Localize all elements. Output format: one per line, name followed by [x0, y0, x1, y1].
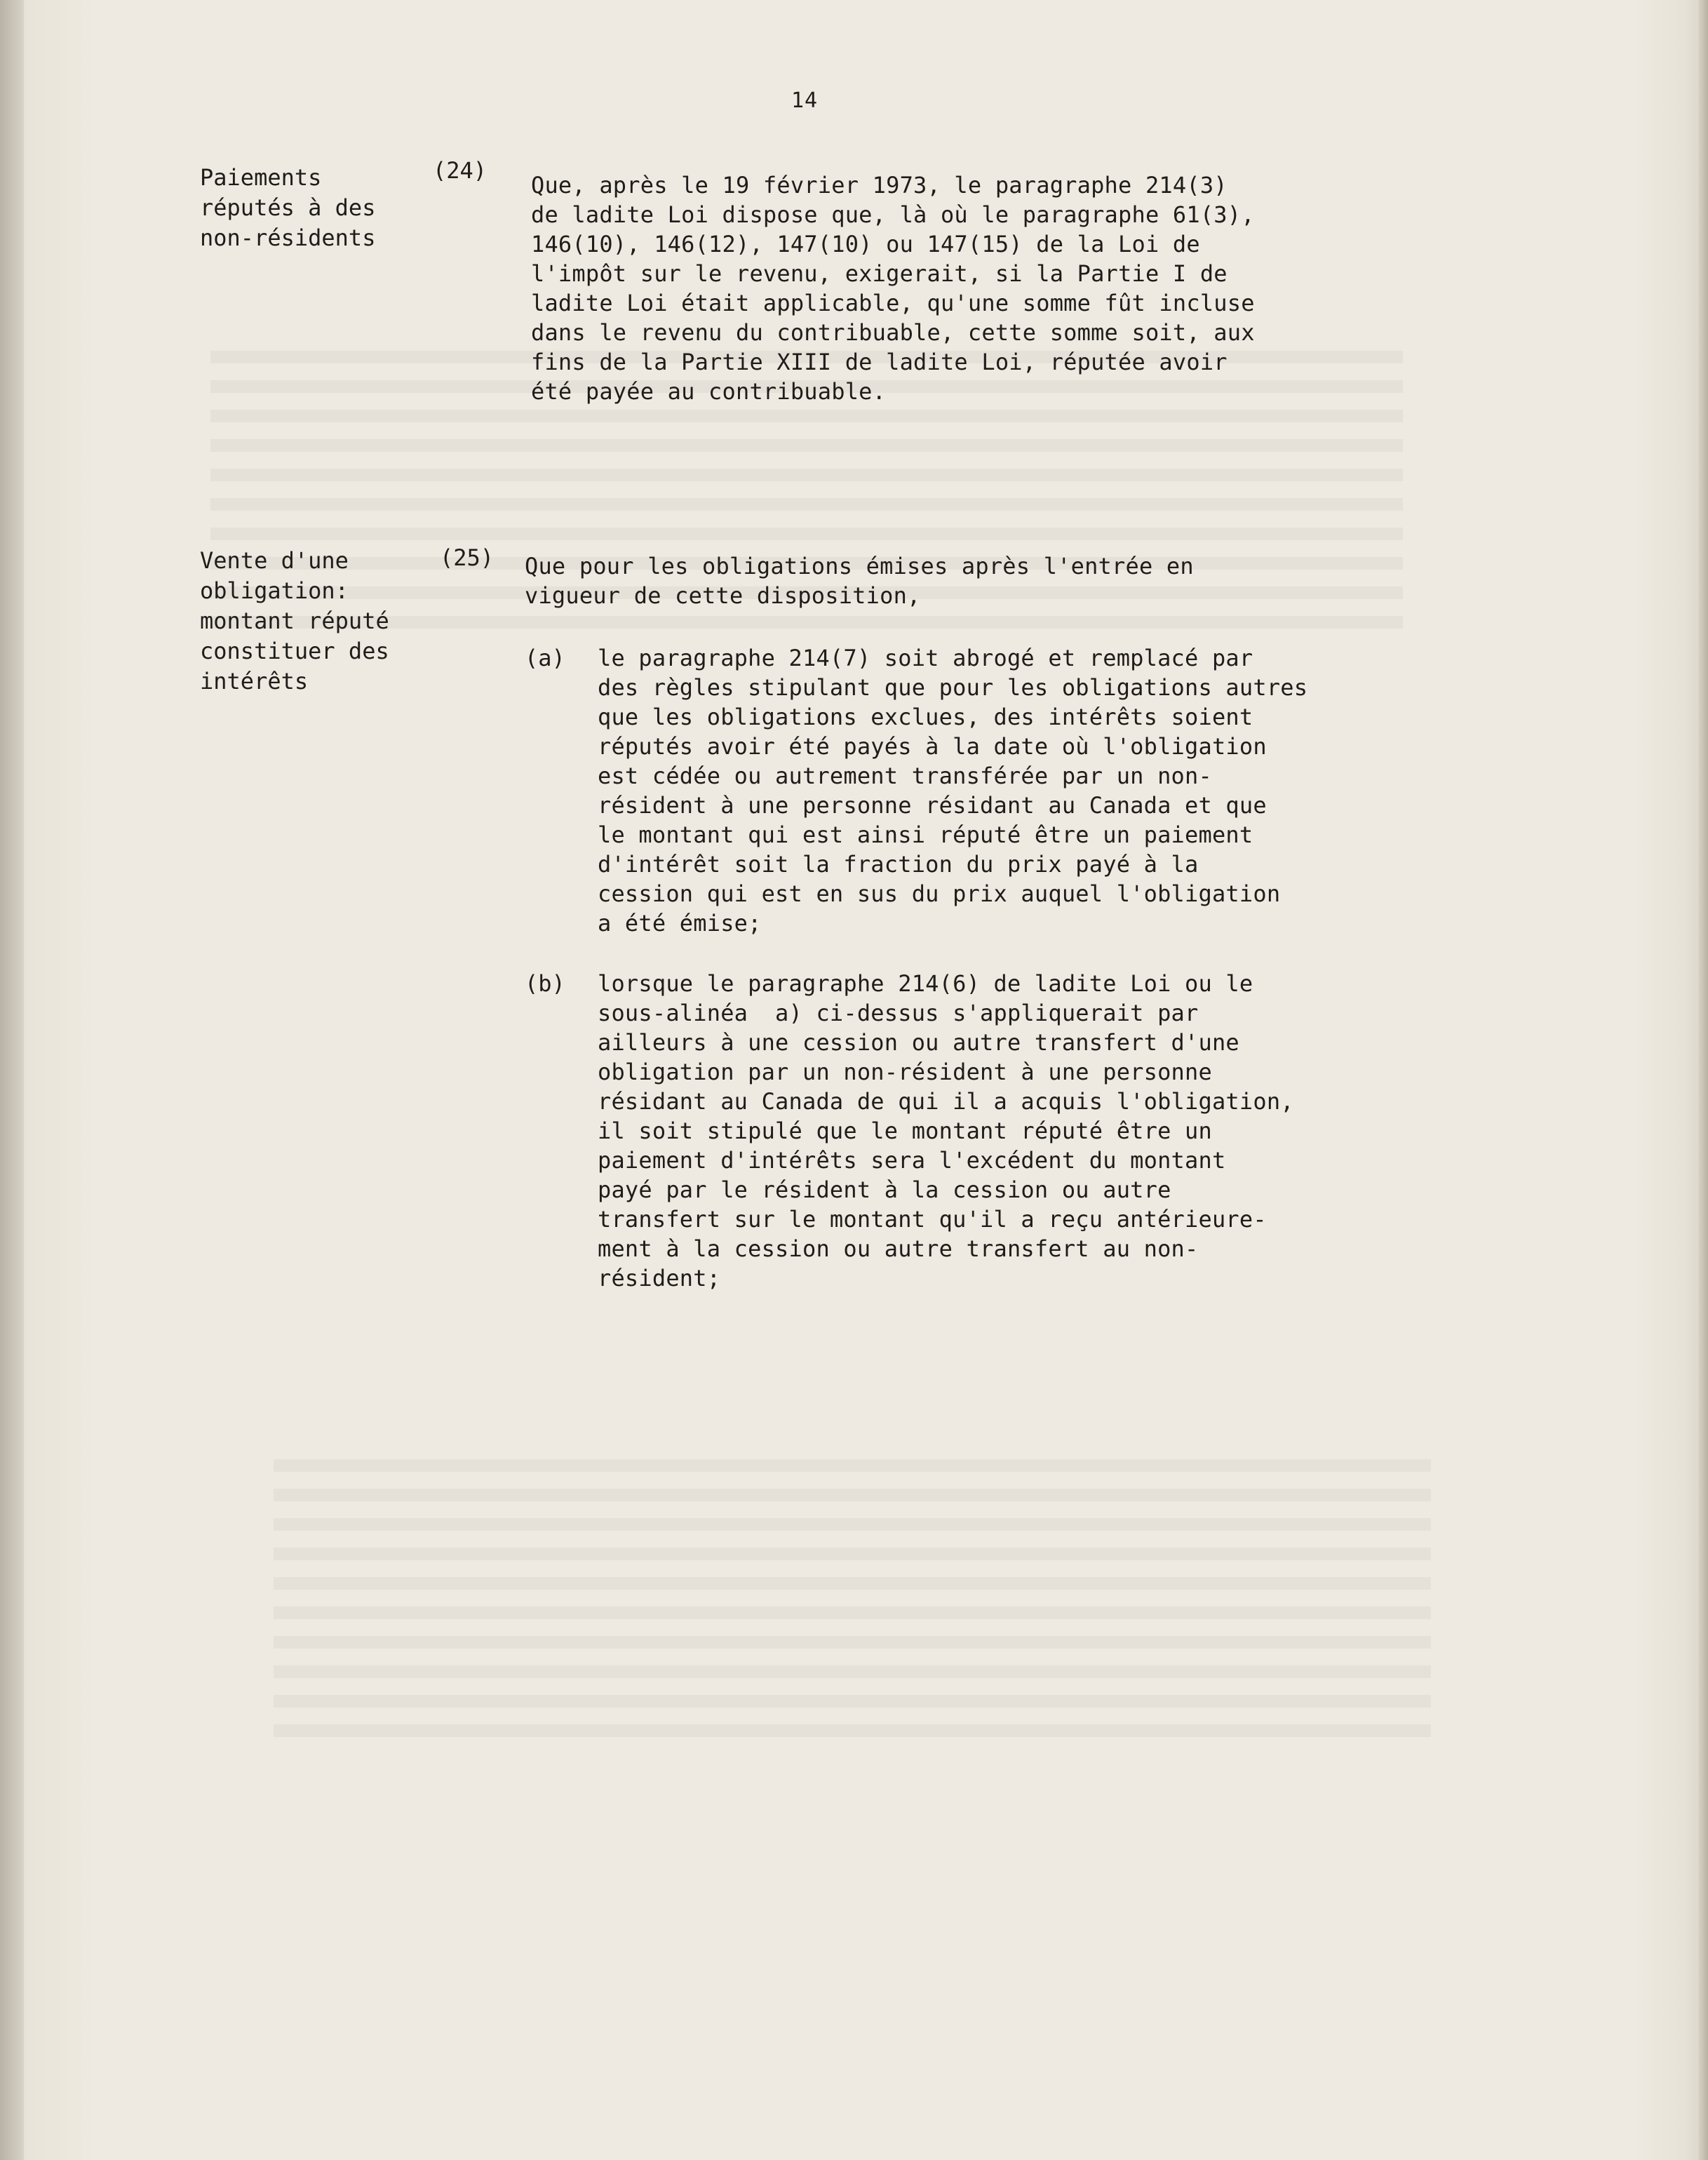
- page-spine-shadow: [0, 0, 24, 2160]
- section-25-intro: Que pour les obligations émises après l'entrée en vigueur de cette disposition,: [525, 553, 1194, 609]
- margin-note-section-24: Paiements réputés à des non-résidents: [200, 164, 376, 251]
- item-text-b: lorsque le paragraphe 214(6) de ladite Loi ou le sous-alinéa a) ci-dessus s'appliquerait par ailleurs à une cession ou autre transfert d'une obligation par un non-résident à une personne résidant au Canada de qui il a acquis l'obligation, il soit stipulé que le montant réputé être un paiement d'intérêts sera l'excédent du montant payé par le résident à la cession ou autre transfert sur le montant qu'il a reçu antérieure- ment à la cession ou autre transfert au non- résident;: [598, 970, 1294, 1292]
- section-24-text: Que, après le 19 février 1973, le paragraphe 214(3) de ladite Loi dispose que, là où le paragraphe 61(3), 146(10), 146(12), 147(10) ou 147(15) de la Loi de l'impôt sur le revenu, exigerait, si la Partie I de ladite Loi était applicable, qu'une somme fût incluse dans le revenu du contribuable, cette somme soit, aux fins de la Partie XIII de ladite Loi, réputée avoir été payée au contribuable.: [531, 172, 1255, 405]
- page-number: 14: [791, 88, 819, 113]
- item-label-b: (b): [525, 970, 565, 997]
- margin-note-section-25: Vente d'une obligation: montant réputé constituer des intérêts: [200, 547, 389, 695]
- section-number-25: (25): [440, 544, 495, 571]
- page-edge-shadow: [1698, 0, 1708, 2160]
- bleed-through-texture-2: [274, 1459, 1431, 1754]
- item-label-a: (a): [525, 645, 565, 671]
- section-number-24: (24): [433, 157, 487, 184]
- item-text-a: le paragraphe 214(7) soit abrogé et remplacé par des règles stipulant que pour les obligations autres que les obligations exclues, des intérêts soient réputés avoir été payés à la date où l'obligation est cédée ou autrement transférée par un non- résident à une personne résidant au Canada et que le montant qui est ainsi réputé être un paiement d'intérêt soit la fraction du prix payé à la cession qui est en sus du prix auquel l'obligation a été émise;: [598, 645, 1308, 937]
